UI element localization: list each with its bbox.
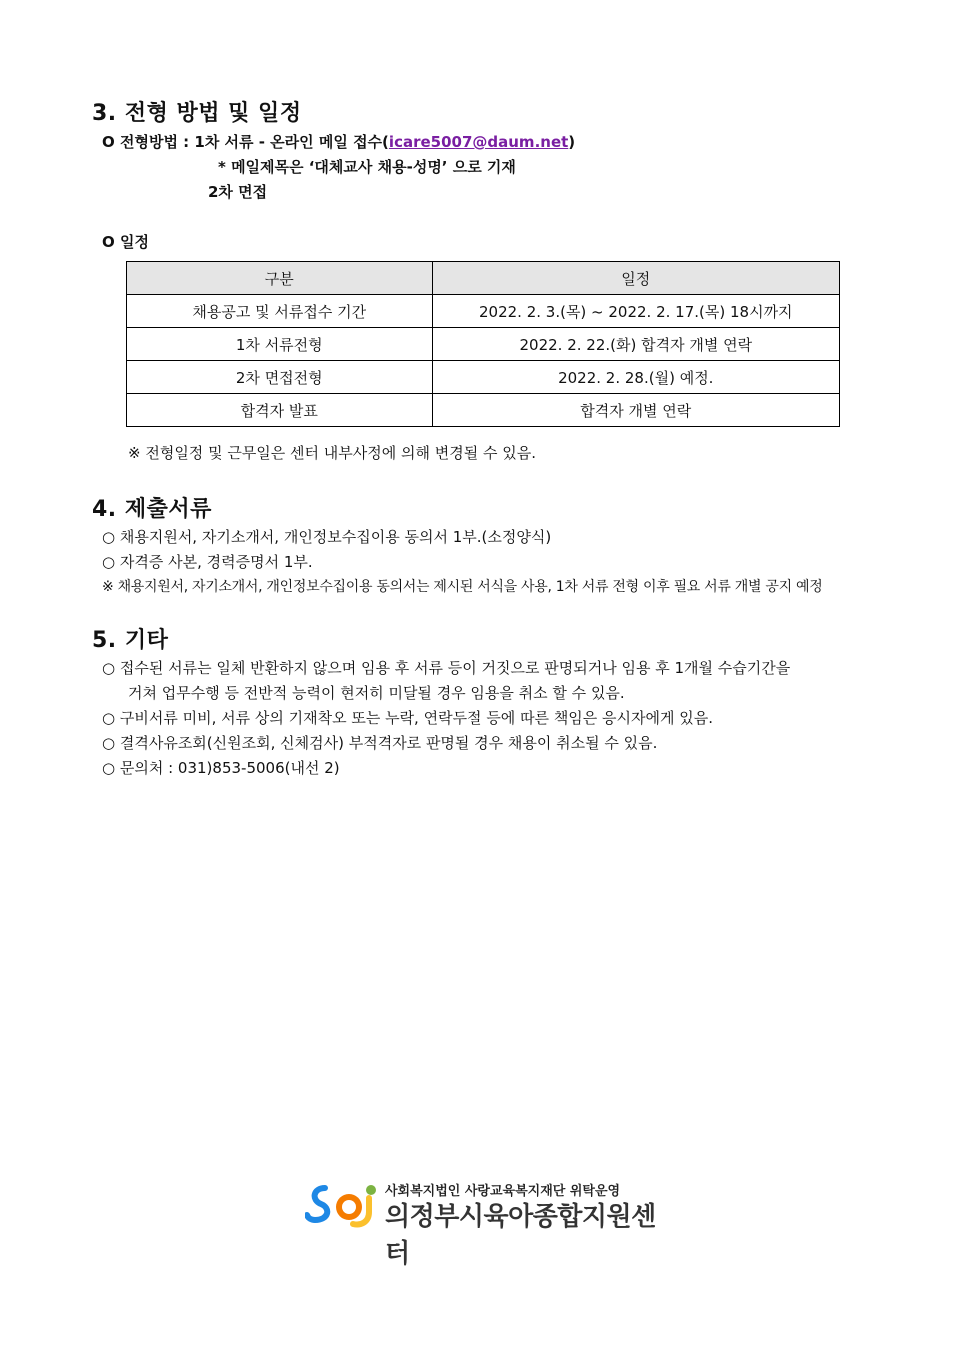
center-logo [305,1180,665,1269]
misc-item-continued: 거쳐 업무수행 등 전반적 능력이 현저히 미달될 경우 임용을 취소 할 수 있음. [128,684,625,702]
table-cell: 2022. 2. 22.(화) 합격자 개별 연락 [432,328,839,361]
mail-subject-note: * 메일제목은 ‘대체교사 채용-성명’ 으로 기재 [218,158,516,176]
center-logo-mark-icon [305,1182,383,1228]
document-item: ○ 자격증 사본, 경력증명서 1부. [102,553,313,571]
table-cell: 2022. 2. 3.(목) ~ 2022. 2. 17.(목) 18시까지 [432,295,839,328]
section-4-title: 4. 제출서류 [92,497,212,522]
table-cell: 합격자 발표 [127,394,433,427]
section-5-title: 5. 기타 [92,628,169,653]
selection-method [102,131,575,152]
header-category: 구분 [127,262,433,295]
table-cell: 합격자 개별 연락 [432,394,839,427]
section-3-title: 3. 전형 방법 및 일정 [92,101,302,126]
logo-center-name: 의정부시육아종합지원센터 [385,1202,656,1269]
document-note: ※ 채용지원서, 자기소개서, 개인정보수집이용 동의서는 제시된 서식을 사용, 1차 서류 전형 이후 필요 서류 개별 공지 예정 [102,579,823,595]
selection-method-close: ) [568,133,576,151]
schedule-table [126,261,840,427]
contact-info: ○ 문의처 : 031)853-5006(내선 2) [102,759,340,777]
header-schedule: 일정 [432,262,839,295]
logo-subtitle: 사회복지법인 사랑교육복지재단 위탁운영 [385,1184,621,1199]
table-row [127,295,840,328]
table-cell: 채용공고 및 서류접수 기간 [127,295,433,328]
misc-item: ○ 접수된 서류는 일체 반환하지 않으며 임용 후 서류 등이 거짓으로 판명되거나 임용 후 1개월 수습기간을 [102,659,791,677]
misc-item: ○ 구비서류 미비, 서류 상의 기재착오 또는 누락, 연락두절 등에 따른 책임은 응시자에게 있음. [102,709,714,727]
table-header-row [127,262,840,295]
table-row [127,394,840,427]
email-link[interactable]: icare5007@daum.net [388,133,569,151]
table-row [127,328,840,361]
table-cell: 1차 서류전형 [127,328,433,361]
document-item: ○ 채용지원서, 자기소개서, 개인정보수집이용 동의서 1부.(소정양식) [102,528,552,546]
misc-item: ○ 결격사유조회(신원조회, 신체검사) 부적격자로 판명될 경우 채용이 취소될 수 있음. [102,734,658,752]
table-cell: 2차 면접전형 [127,361,433,394]
table-row [127,361,840,394]
schedule-note: ※ 전형일정 및 근무일은 센터 내부사정에 의해 변경될 수 있음. [128,444,537,462]
table-cell: 2022. 2. 28.(월) 예정. [432,361,839,394]
second-round-interview: 2차 면접 [208,183,268,201]
schedule-label: O 일정 [102,233,149,251]
selection-method-text: O 전형방법 : 1차 서류 - 온라인 메일 접수( [102,133,389,151]
